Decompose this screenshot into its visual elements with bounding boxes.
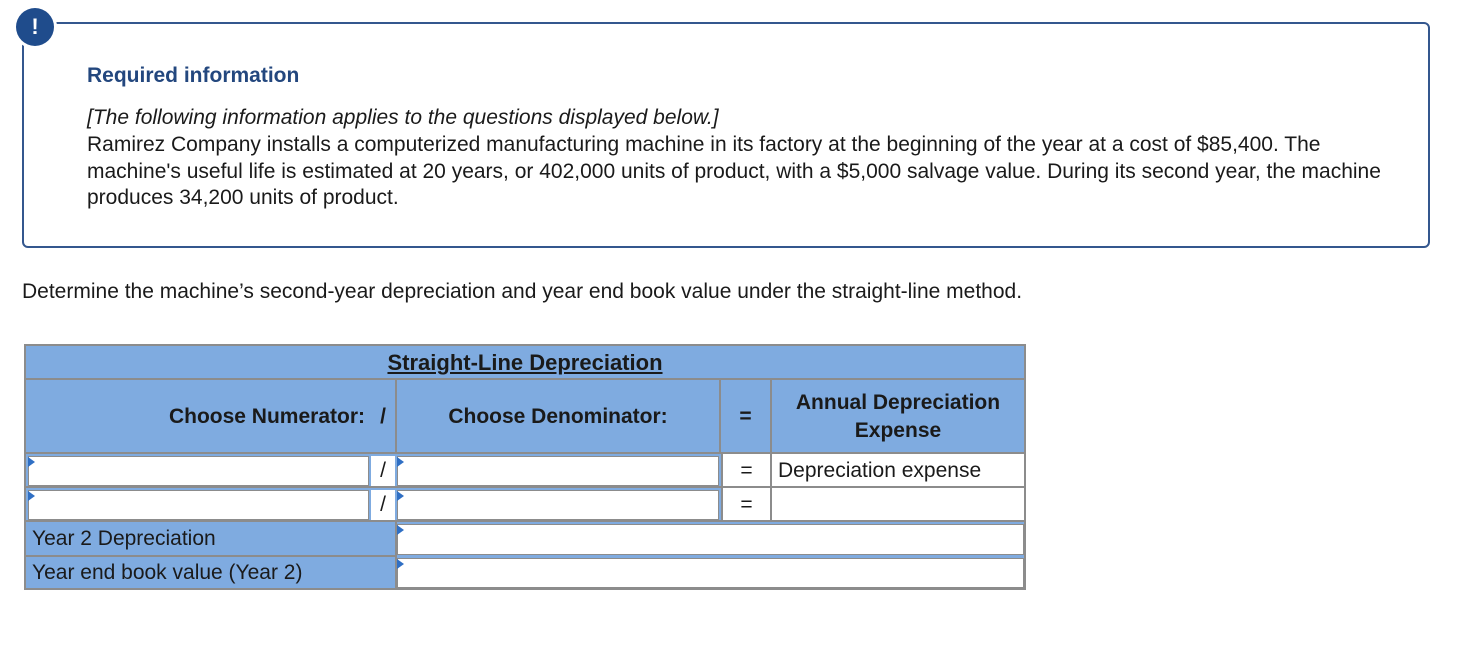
row1-numerator-dropdown[interactable]	[28, 456, 369, 486]
info-title: Required information	[87, 64, 300, 87]
row1-denominator-dropdown[interactable]	[397, 456, 719, 486]
required-information-box	[22, 22, 1430, 248]
row1-result: Depreciation expense	[770, 454, 1024, 488]
question-text: Determine the machine’s second-year depreciation and year end book value under the straight-line method.	[22, 280, 1023, 303]
straight-line-worksheet	[24, 344, 1026, 590]
column-divider	[395, 522, 397, 588]
year-end-book-value-label: Year end book value (Year 2)	[32, 560, 303, 584]
dropdown-marker-icon	[28, 457, 35, 467]
row2-slash: /	[371, 490, 395, 520]
info-body: Ramirez Company installs a computerized manufacturing machine in its factory at the beginning of the year at a cost of $85,400. The machine's useful life is estimated at 20 years, or 402,000 units of product, with a $5,000 salvage value. During its second year, the machine produces 34,200 units of product.	[87, 133, 1381, 209]
row2-result[interactable]	[770, 488, 1024, 522]
header-slash: /	[380, 405, 386, 428]
worksheet-title: Straight-Line Depreciation	[26, 346, 1024, 380]
header-denominator: Choose Denominator:	[395, 380, 719, 454]
row1-equals: =	[721, 454, 770, 488]
row1-slash: /	[371, 456, 395, 486]
info-note: [The following information applies to the questions displayed below.]	[87, 106, 719, 129]
row2-denominator-dropdown[interactable]	[397, 490, 719, 520]
header-equals: =	[719, 380, 770, 454]
row2-numerator-dropdown[interactable]	[28, 490, 369, 520]
row2-equals: =	[721, 488, 770, 522]
header-result: Annual Depreciation Expense	[770, 380, 1024, 454]
dropdown-marker-icon	[28, 491, 35, 501]
year2-depreciation-input[interactable]	[397, 524, 1024, 555]
dropdown-marker-icon	[397, 491, 404, 501]
dropdown-marker-icon	[397, 525, 404, 535]
year-end-book-value-input[interactable]	[397, 558, 1024, 588]
dropdown-marker-icon	[397, 457, 404, 467]
alert-icon: !	[16, 8, 54, 46]
header-numerator: Choose Numerator:	[168, 405, 365, 428]
dropdown-marker-icon	[397, 559, 404, 569]
year2-depreciation-label: Year 2 Depreciation	[32, 526, 216, 550]
